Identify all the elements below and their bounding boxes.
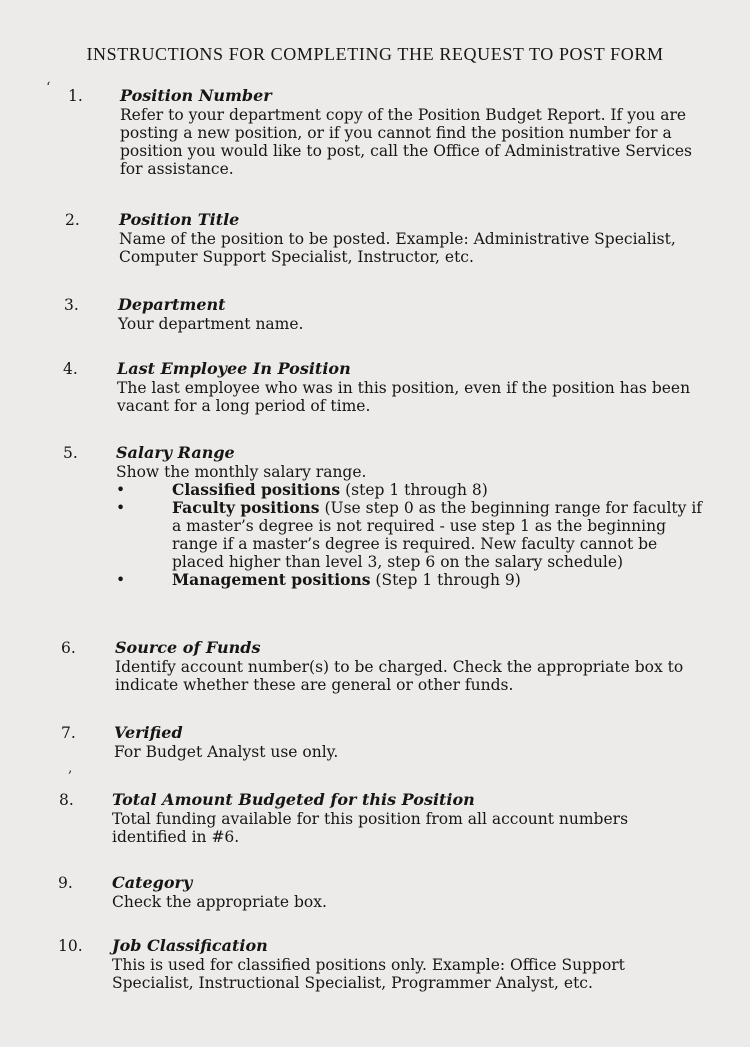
item-heading: Total Amount Budgeted for this Position bbox=[112, 790, 475, 809]
item-number: 3. bbox=[64, 296, 79, 314]
item-body: The last employee who was in this position, even if the position has been vacant for a long period of time. bbox=[117, 379, 691, 415]
page-title: INSTRUCTIONS FOR COMPLETING THE REQUEST TO POST FORM bbox=[86, 44, 664, 64]
bullet-text: (Step 1 through 9) bbox=[370, 571, 521, 589]
bullet-item bbox=[116, 481, 714, 499]
item-number: 8. bbox=[59, 791, 74, 809]
item-body: For Budget Analyst use only. bbox=[114, 743, 339, 761]
item-number: 5. bbox=[63, 444, 78, 462]
bullet-label: Faculty positions bbox=[172, 498, 320, 517]
item-number: 1. bbox=[68, 87, 83, 105]
bullet-text: (Use step 0 as the beginning range for faculty if a master’s degree is not required - use step 1 as the beginning range if a master’s degree is required. New faculty cannot be placed higher than level 3, step 6 on the salary schedule) bbox=[172, 499, 703, 571]
item-body: Total funding available for this position from all account numbers identified in #6. bbox=[112, 810, 629, 846]
item-heading: Position Title bbox=[119, 210, 240, 229]
item-number: 9. bbox=[58, 874, 73, 892]
item-number: 7. bbox=[61, 724, 76, 742]
bullet-marker: • bbox=[116, 571, 126, 589]
item-heading: Category bbox=[112, 873, 193, 892]
item-body: Show the monthly salary range. bbox=[116, 463, 367, 481]
item-number: 10. bbox=[58, 937, 83, 955]
item-body: Check the appropriate box. bbox=[112, 893, 327, 911]
item-number: 6. bbox=[61, 639, 76, 657]
item-heading: Last Employee In Position bbox=[117, 359, 351, 378]
item-heading: Verified bbox=[114, 723, 183, 742]
item-heading: Position Number bbox=[120, 86, 272, 105]
bullet-label: Management positions bbox=[172, 570, 371, 589]
bullet-marker: • bbox=[116, 499, 126, 517]
item-heading: Job Classification bbox=[112, 936, 268, 955]
bullet-item bbox=[116, 499, 714, 571]
item-body: Identify account number(s) to be charged. Check the appropriate box to indicate whether these are general or other funds. bbox=[115, 658, 684, 694]
item-heading: Source of Funds bbox=[115, 638, 261, 657]
bullet-item bbox=[116, 571, 714, 589]
item-number: 2. bbox=[65, 211, 80, 229]
stray-mark: , bbox=[68, 760, 73, 776]
bullet-label: Classified positions bbox=[172, 480, 341, 499]
item-heading: Salary Range bbox=[116, 443, 235, 462]
bullet-text: (step 1 through 8) bbox=[340, 481, 488, 499]
item-body: Your department name. bbox=[118, 315, 304, 333]
bullet-marker: • bbox=[116, 481, 126, 499]
item-body: Name of the position to be posted. Example: Administrative Specialist, Computer Support Specialist, Instructor, etc. bbox=[119, 230, 676, 266]
item-body: Refer to your department copy of the Position Budget Report. If you are posting a new position, or if you cannot find the position number for a position you would like to post, call the Office of Administrative Services for assistance. bbox=[120, 106, 693, 178]
item-body: This is used for classified positions only. Example: Office Support Specialist, Instructional Specialist, Programmer Analyst, etc. bbox=[112, 956, 625, 992]
salary-bullet-list bbox=[116, 481, 714, 589]
stray-mark: ‘ bbox=[46, 80, 51, 96]
item-heading: Department bbox=[118, 295, 226, 314]
item-number: 4. bbox=[63, 360, 78, 378]
